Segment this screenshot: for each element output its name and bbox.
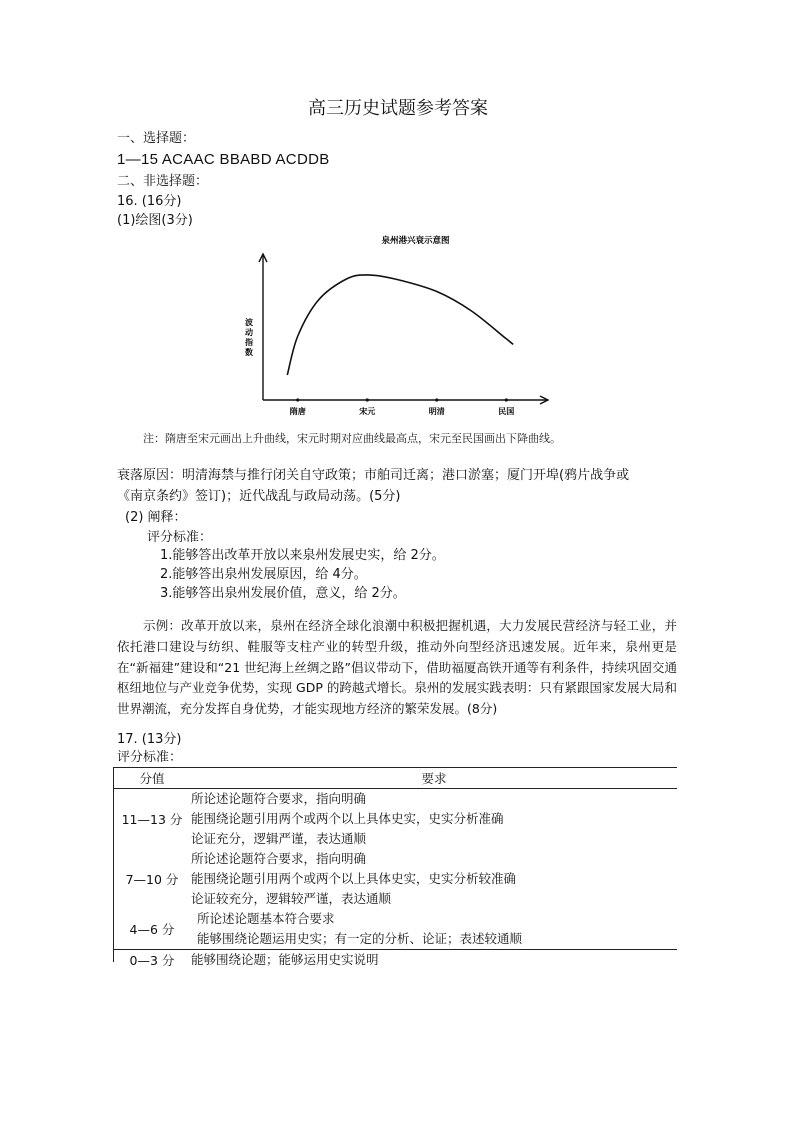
x-tick-dot bbox=[366, 398, 369, 401]
table-header-score: 分值 bbox=[113, 768, 191, 789]
decline-reasons-line2: 《南京条约》签订)；近代战乱与政局动荡。(5分) bbox=[117, 489, 401, 504]
q17-criteria-title: 评分标准： bbox=[117, 750, 183, 765]
requirement-line: 论证较充分，逻辑较严谨，表达通顺 bbox=[191, 891, 392, 906]
table-row bbox=[113, 950, 677, 971]
x-tick-label: 隋唐 bbox=[289, 407, 306, 416]
choice-answers: 1—15 ACAAC BBABD ACDDB bbox=[117, 151, 330, 168]
criteria-item: 2.能够答出泉州发展原因，给 4分。 bbox=[160, 567, 367, 582]
score-range: 7—10 分 bbox=[125, 872, 179, 887]
section1-heading: 一、选择题： bbox=[117, 131, 196, 146]
x-tick-dot bbox=[505, 398, 508, 401]
y-axis-label: 波动指数 bbox=[245, 318, 253, 357]
criteria-item: 3.能够答出泉州发展价值，意义，给 2分。 bbox=[160, 586, 406, 601]
table-row bbox=[113, 849, 677, 909]
requirement-line: 能围绕论题引用两个或两个以上具体史实，史实分析准确 bbox=[191, 811, 504, 826]
decline-reasons-line1: 衰落原因：明清海禁与推行闭关自守政策；市舶司迁离；港口淤塞；厦门开埠(鸦片战争或 bbox=[117, 468, 630, 483]
chart-title: 泉州港兴衰示意图 bbox=[381, 236, 450, 246]
requirement-line: 所论述论题符合要求，指向明确 bbox=[191, 851, 367, 866]
requirement-line: 能够围绕论题；能够运用史实说明 bbox=[191, 952, 379, 967]
series-line bbox=[287, 275, 513, 375]
x-tick-dot bbox=[296, 398, 299, 401]
chart-note: 注：隋唐至宋元画出上升曲线，宋元时期对应曲线最高点，宋元至民国画出下降曲线。 bbox=[143, 432, 561, 445]
x-tick-label: 明清 bbox=[428, 407, 445, 416]
x-tick-label: 宋元 bbox=[359, 407, 376, 416]
requirement-line: 所论述论题基本符合要求 bbox=[197, 911, 335, 926]
table-header-requirement: 要求 bbox=[191, 768, 677, 789]
x-tick-label: 民国 bbox=[498, 407, 515, 416]
scoring-table bbox=[113, 767, 677, 970]
criteria-item: 1.能够答出改革开放以来泉州发展史实，给 2分。 bbox=[160, 548, 445, 563]
score-range: 0—3 分 bbox=[129, 953, 175, 968]
requirement-line: 能围绕论题引用两个或两个以上具体史实，史实分析较准确 bbox=[191, 871, 517, 886]
section2-heading: 二、非选择题： bbox=[117, 174, 209, 189]
q16-part2: (2) 阐释： bbox=[125, 510, 187, 525]
q16-part1: (1)绘图(3分) bbox=[117, 213, 193, 228]
page-title: 高三历史试题参考答案 bbox=[308, 98, 488, 119]
q16-heading: 16. (16分) bbox=[117, 194, 182, 209]
criteria-title: 评分标准： bbox=[147, 530, 213, 545]
q17-heading: 17. (13分) bbox=[117, 732, 182, 747]
score-range: 11—13 分 bbox=[121, 812, 183, 827]
table-row bbox=[113, 909, 677, 950]
quanzhou-port-chart bbox=[230, 228, 560, 418]
requirement-line: 能够围绕论题运用史实；有一定的分析、论证；表述较通顺 bbox=[197, 931, 523, 946]
requirement-line: 论证充分，逻辑严谨，表达通顺 bbox=[191, 831, 367, 846]
requirement-line: 所论述论题符合要求，指向明确 bbox=[191, 791, 367, 806]
example-answer: 示例：改革开放以来，泉州在经济全球化浪潮中积极把握机遇，大力发展民营经济与轻工业，并依托港口建设与纺织、鞋服等支柱产业的转型升级，推动外向型经济迅速发展。近年来，泉州更是在“新福建”建设和“21 世纪海上丝绸之路”倡议带动下，借助福厦高铁开通等有利条件，持续巩固交通枢纽地位与产业竞争优势，实现 GDP 的跨越式增长。泉州的发展实践表明：只有紧跟国家发展大局和世界潮流，充分发挥自身优势，才能实现地方经济的繁荣发展。(8分) bbox=[117, 618, 677, 717]
score-range: 4—6 分 bbox=[113, 909, 191, 950]
x-tick-dot bbox=[435, 398, 438, 401]
table-row bbox=[113, 789, 677, 850]
